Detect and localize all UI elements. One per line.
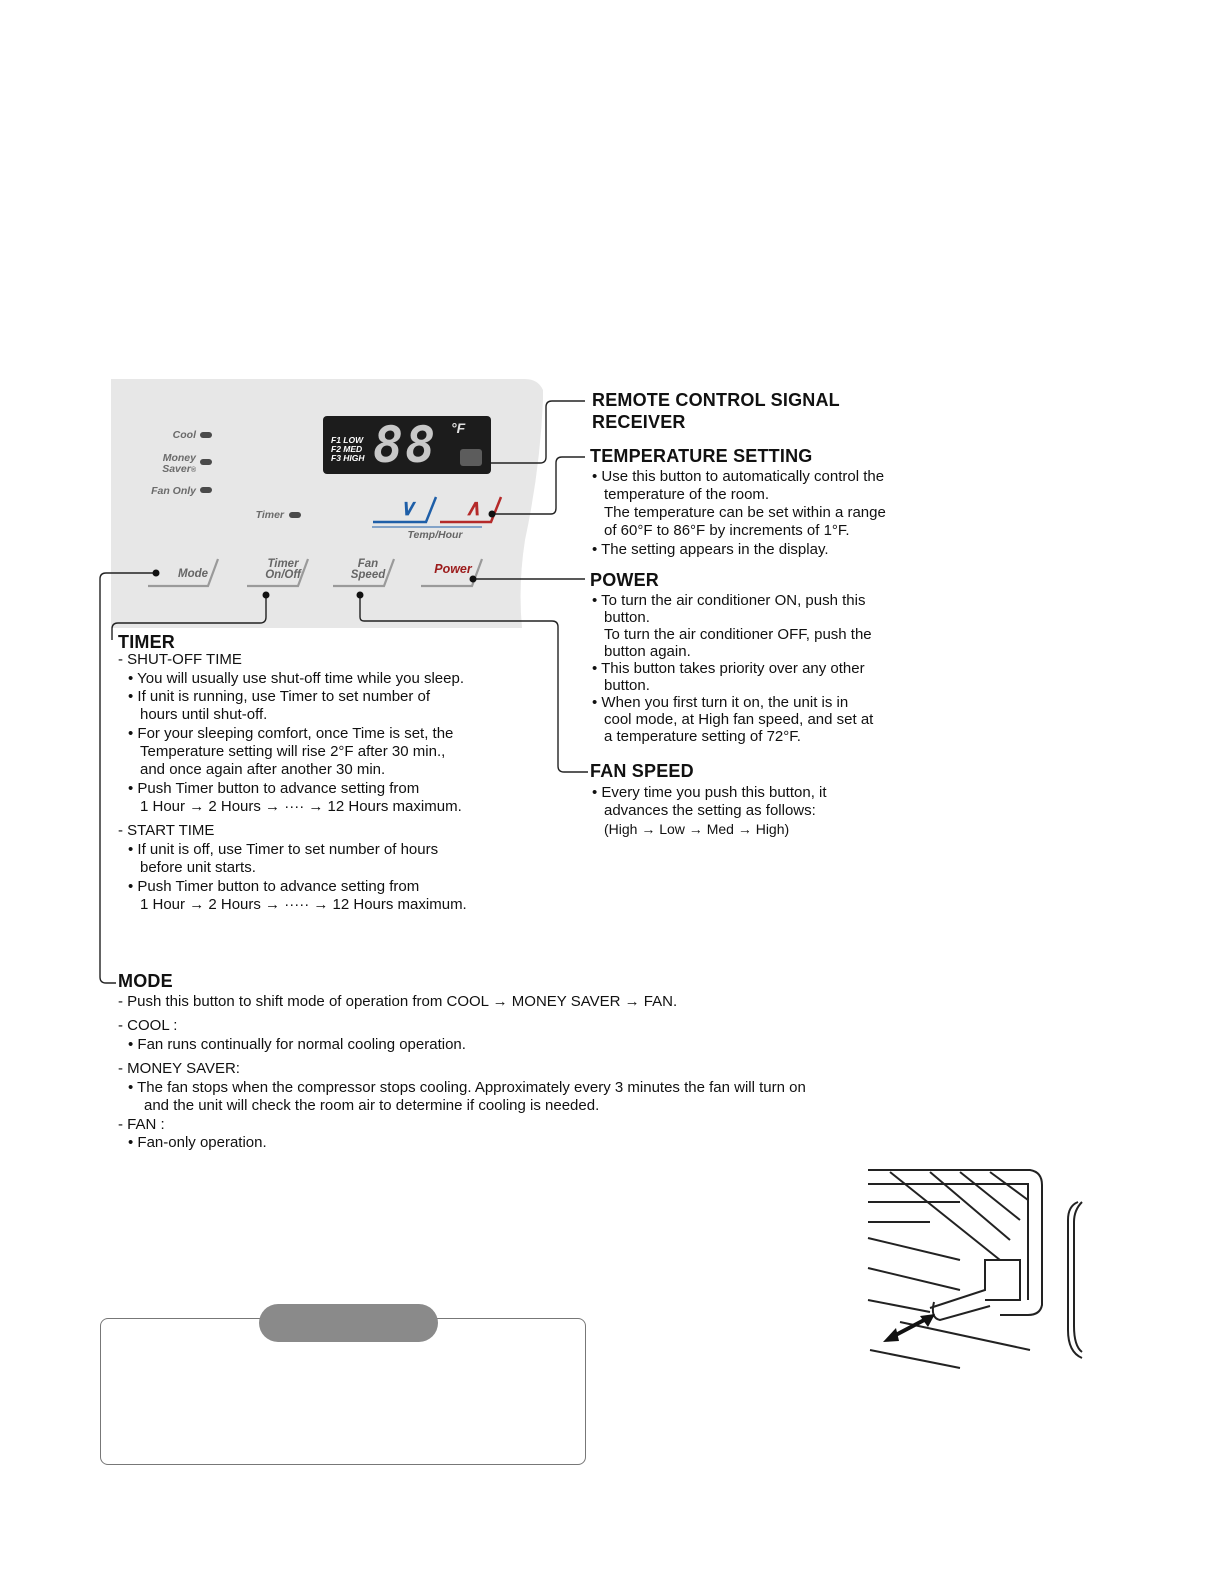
cool-led-icon: [200, 432, 212, 438]
mode-fan-title: - FAN :: [118, 1116, 165, 1133]
fan-speed-line: advances the setting as follows:: [604, 802, 816, 819]
remote-signal-receiver: [460, 449, 482, 466]
timer-led-label: Timer: [255, 509, 284, 521]
timer-line: Temperature setting will rise 2°F after 30 min.,: [140, 743, 446, 760]
mode-saver-title: - MONEY SAVER:: [118, 1060, 240, 1077]
temperature-display: [323, 416, 491, 474]
window-illustration: [868, 1170, 1082, 1368]
power-line: a temperature setting of 72°F.: [604, 728, 801, 745]
timer-line: hours until shut-off.: [140, 706, 268, 723]
shutoff-time-title: - SHUT-OFF TIME: [118, 651, 242, 668]
fan-speed-line: (High → Low → Med → High): [604, 821, 790, 837]
temp-down-button[interactable]: ∨: [398, 495, 416, 520]
money-saver-led-label: Money Saver®: [162, 452, 196, 475]
power-line: To turn the air conditioner OFF, push the: [604, 626, 872, 643]
timer-onoff-button[interactable]: Timer On/Off: [265, 558, 301, 581]
remote-receiver-heading: REMOTE CONTROL SIGNAL RECEIVER: [592, 390, 840, 432]
start-time-title: - START TIME: [118, 822, 215, 839]
timer-line: • If unit is off, use Timer to set number of hours: [128, 841, 439, 858]
power-heading: POWER: [590, 570, 660, 590]
mode-cool-title: - COOL :: [118, 1017, 178, 1034]
fan-speed-heading: FAN SPEED: [590, 761, 694, 781]
timer-line: • Push Timer button to advance setting from: [128, 878, 420, 895]
fan-speed-button[interactable]: Fan Speed: [350, 558, 386, 581]
display-digits: 88: [373, 416, 438, 474]
power-line: • To turn the air conditioner ON, push this: [592, 592, 866, 609]
power-line: cool mode, at High fan speed, and set at: [604, 711, 874, 728]
temp-hour-label: Temp/Hour: [407, 529, 463, 541]
fan-speed-line: • Every time you push this button, it: [592, 784, 827, 801]
timer-line: 1 Hour → 2 Hours → ····· → 12 Hours maximum.: [140, 896, 467, 913]
temperature-line: The temperature can be set within a range: [604, 504, 886, 521]
money-saver-led-icon: [200, 459, 212, 465]
timer-line: 1 Hour → 2 Hours → ···· → 12 Hours maximum.: [140, 798, 462, 815]
timer-line: before unit starts.: [140, 859, 256, 876]
mode-button[interactable]: Mode: [177, 568, 209, 580]
timer-led-icon: [289, 512, 301, 518]
display-unit: °F: [451, 420, 466, 436]
mode-fan-line: • Fan-only operation.: [128, 1134, 267, 1151]
temperature-line: • Use this button to automatically control the: [592, 468, 885, 485]
power-line: button.: [604, 677, 650, 694]
temperature-setting-heading: TEMPERATURE SETTING: [590, 446, 813, 466]
power-line: button again.: [604, 643, 691, 660]
power-button[interactable]: Power: [434, 562, 472, 576]
mode-cool-line: • Fan runs continually for normal cooling operation.: [128, 1036, 466, 1053]
power-line: button.: [604, 609, 650, 626]
timer-line: • For your sleeping comfort, once Time is set, the: [128, 725, 454, 742]
mode-intro: - Push this button to shift mode of operation from COOL → MONEY SAVER → FAN.: [118, 993, 678, 1010]
fan-only-led-icon: [200, 487, 212, 493]
mode-saver-line: • The fan stops when the compressor stops cooling. Approximately every 3 minutes the fan will turn on: [128, 1079, 806, 1096]
timer-line: • You will usually use shut-off time while you sleep.: [128, 670, 464, 687]
timer-line: • If unit is running, use Timer to set number of: [128, 688, 431, 705]
temperature-line: • The setting appears in the display.: [592, 541, 829, 558]
mode-heading: MODE: [118, 971, 173, 991]
cool-led-label: Cool: [172, 429, 196, 441]
power-line: • When you first turn it on, the unit is in: [592, 694, 849, 711]
timer-line: and once again after another 30 min.: [140, 761, 386, 778]
temp-up-button[interactable]: ∧: [464, 495, 482, 520]
temperature-line: temperature of the room.: [604, 486, 770, 503]
note-box-tab: [259, 1304, 438, 1342]
fan-mode-legend: F1 LOW F2 MED F3 HIGH: [331, 435, 365, 463]
fan-only-led-label: Fan Only: [151, 485, 196, 497]
timer-heading: TIMER: [118, 632, 175, 652]
power-line: • This button takes priority over any other: [592, 660, 865, 677]
mode-saver-line: and the unit will check the room air to determine if cooling is needed.: [144, 1097, 600, 1114]
temperature-line: of 60°F to 86°F by increments of 1°F.: [604, 522, 850, 539]
timer-line: • Push Timer button to advance setting from: [128, 780, 420, 797]
